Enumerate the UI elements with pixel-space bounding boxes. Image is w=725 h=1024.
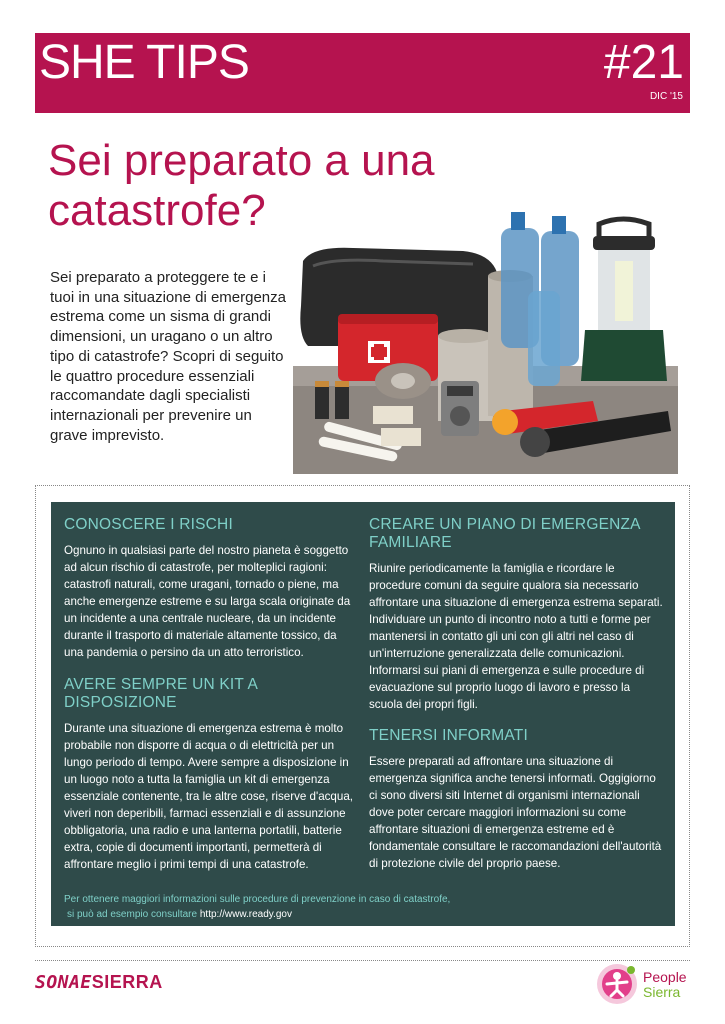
logo-part2: SIERRA [91,972,163,992]
people-sierra-logo [595,960,695,1010]
sonae-sierra-logo [35,972,163,993]
issue-date: DIC '15 [649,91,683,102]
page-title: Sei preparato a una catastrofe? [48,136,435,235]
ready-gov-link[interactable]: http://www.ready.gov [199,909,292,920]
emergency-kit-photo [293,206,678,474]
footnote-line1: Per ottenere maggiori informazioni sulle procedure di prevenzione in caso di catastrofe, [64,894,451,905]
section-heading: TENERSI INFORMATI [369,727,528,744]
section-rischi [64,516,356,661]
section-heading: AVERE SEMPRE UN KIT A DISPOSIZIONE [64,676,258,711]
footnote [64,892,664,922]
section-piano [369,516,663,713]
section-informati [369,727,663,872]
footnote-line2: si può ad esempio consultare [67,909,198,920]
section-heading: CREARE UN PIANO DI EMERGENZA FAMILIARE [369,516,640,551]
section-text: Ognuno in qualsiasi parte del nostro pianeta è soggetto ad alcun rischio di catastrofe, per molteplici ragioni: catastrofi naturali, come uragani, tornado o piene, ma anche emergenze estreme e su larga scala originate da un incidente a una centrale nucleare, da un incidente durante il trasporto di materiale altamente tossico, da una pandemia o persino da un atto terroristico. [64,544,351,659]
people-label: People [643,969,687,985]
section-text: Riunire periodicamente la famiglia e ricordare le procedure comuni da seguire qualora sia necessario affrontare una situazione di emergenza estrema separati. Individuare un punto di incontro noto a tutti e forme per mantenersi in contatto gli uni con gli altri nel caso di un'interruzione generalizzata delle comunicazioni. Informarsi sui piani di emergenza e sulle procedure di evacuazione sul proprio luogo di lavoro e presso la scuola dei propri figli. [369,562,663,711]
section-text: Durante una situazione di emergenza estrema è molto probabile non disporre di acqua o di elettricità per un lungo periodo di tempo. Avere sempre a disposizione in un luogo noto a tutta la famiglia un kit di emergenza essenziale contenente, tra le altre cose, riserve d'acqua, viveri non deperibili, farmaci essenziali e di assunzione obbligatoria, una radio e una lanterna portatili, batterie extra, copie di documenti importanti, permetterà di affrontare meglio i primi tempi di una catastrofe. [64,722,354,871]
intro-text: Sei preparato a proteggere te e i tuoi in una situazione di emergenza estrema come un sisma di grandi dimensioni, un uragano o un altro tipo di catastrofe? Scopri di seguito le quattro procedure essenziali raccomandate dagli specialisti internazionali per prevenire un grave imprevisto. [50,269,286,444]
people-icon [595,962,639,1006]
sierra-label: Sierra [643,984,681,1000]
header-title: SHE TIPS [39,36,249,89]
logo-part1: SONAE [35,972,92,993]
section-kit [64,676,356,873]
tips-panel [51,502,675,926]
divider [35,960,690,961]
section-heading: CONOSCERE I RISCHI [64,516,233,533]
section-text: Essere preparati ad affrontare una situazione di emergenza significa anche tenersi informati. Oggigiorno ci sono diversi siti Internet di organismi internazionali dove poter cercare maggiori informazioni su come affrontare situazioni di emergenza estreme ed è fondamentale consultare le raccomandazioni dell'autorità di protezione civile del proprio paese. [369,755,662,870]
issue-number: #21 [603,36,684,89]
header-banner [35,33,690,113]
